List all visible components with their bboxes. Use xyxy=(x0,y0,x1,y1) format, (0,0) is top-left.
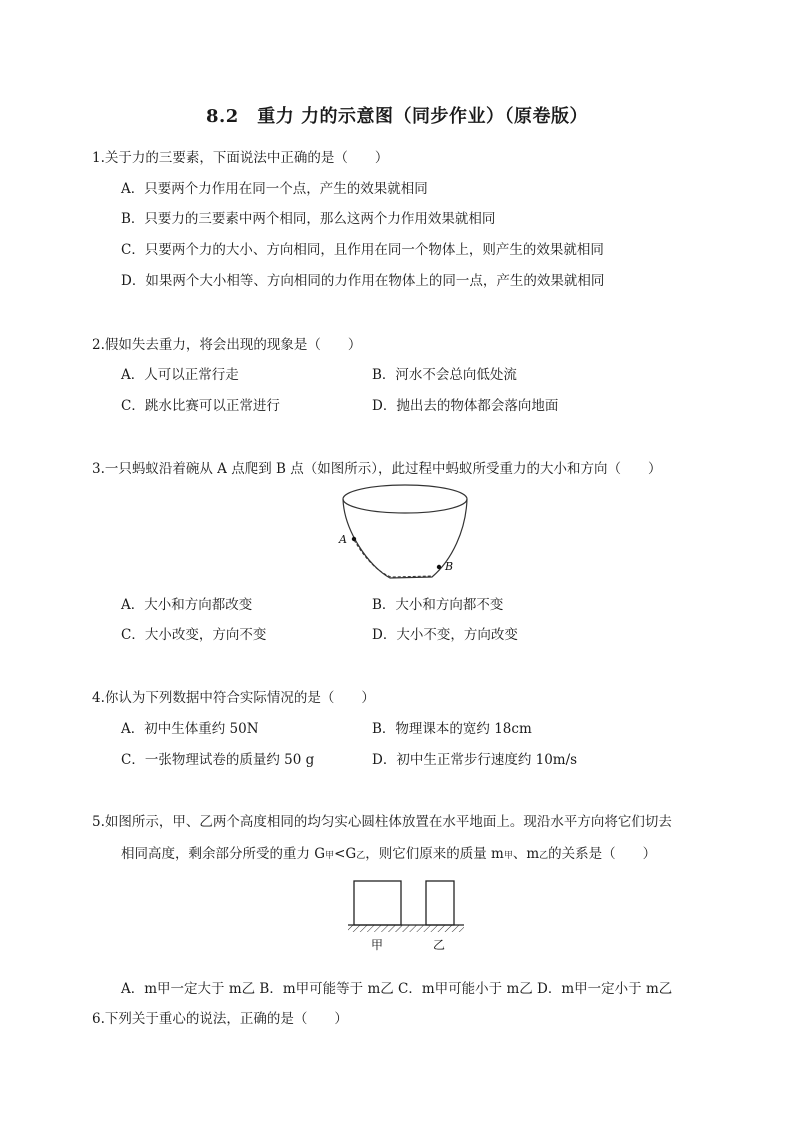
question-1-option-d: D．如果两个大小相等、方向相同的力作用在物体上的同一点，产生的效果就相同 xyxy=(121,273,605,289)
label-yi: 乙 xyxy=(433,938,446,952)
point-b-label: B xyxy=(445,560,454,573)
question-2-option-a: A．人可以正常行走 xyxy=(121,367,239,383)
question-3-option-c: C．大小改变，方向不变 xyxy=(121,627,267,643)
question-3-option-a: A．大小和方向都改变 xyxy=(121,597,253,613)
question-2-stem: 2.假如失去重力，将会出现的现象是（ ） xyxy=(92,337,362,353)
question-5-line-2 xyxy=(121,842,656,862)
ground-hatch xyxy=(348,925,464,932)
subscript-yi: 乙 xyxy=(356,851,366,861)
question-5-line-2-part-c: 的关系是（ ） xyxy=(548,846,657,862)
question-2-option-d: D．抛出去的物体都会落向地面 xyxy=(372,398,559,414)
cylinder-yi xyxy=(426,881,454,925)
question-3-option-d: D．大小不变，方向改变 xyxy=(372,627,518,643)
question-1-option-b: B．只要力的三要素中两个相同，那么这两个力作用效果就相同 xyxy=(121,211,496,227)
question-6-stem: 6.下列关于重心的说法，正确的是（ ） xyxy=(92,1011,348,1027)
mass-comma: 、m xyxy=(512,846,540,862)
question-5-options: A．m甲一定大于 m乙 B．m甲可能等于 m乙 C．m甲可能小于 m乙 D．m甲一定小于 m乙 xyxy=(121,981,673,997)
cylinder-jia xyxy=(354,881,401,925)
point-a-label: A xyxy=(339,533,347,546)
label-jia: 甲 xyxy=(371,938,384,952)
question-4-stem: 4.你认为下列数据中符合实际情况的是（ ） xyxy=(92,690,375,706)
ant-path xyxy=(354,540,433,577)
question-1-option-c: C．只要两个力的大小、方向相同，且作用在同一个物体上，则产生的效果就相同 xyxy=(121,242,604,258)
question-5-line-1: 5.如图所示，甲、乙两个高度相同的均匀实心圆柱体放置在水平地面上。现沿水平方向将它们切去 xyxy=(92,814,672,830)
question-4-option-b: B．物理课本的宽约 18cm xyxy=(372,721,532,737)
bowl-rim xyxy=(343,485,467,513)
question-5-line-2-part-b: ，则它们原来的质量 m xyxy=(365,846,504,862)
question-4-option-c: C．一张物理试卷的质量约 50 g xyxy=(121,752,315,768)
subscript-jia: 甲 xyxy=(325,851,335,861)
question-3-stem: 3.一只蚂蚁沿着碗从 A 点爬到 B 点（如图所示），此过程中蚂蚁所受重力的大小和方向（ ） xyxy=(92,461,662,477)
question-2-option-b: B．河水不会总向低处流 xyxy=(372,367,517,383)
subscript-jia-2: 甲 xyxy=(503,851,513,861)
point-b-dot xyxy=(437,565,441,569)
bowl-figure xyxy=(328,478,480,582)
question-1-option-a: A．只要两个力作用在同一个点，产生的效果就相同 xyxy=(121,181,428,197)
page-title: 8.2 重力 力的示意图（同步作业）（原卷版） xyxy=(205,106,589,127)
point-a-dot xyxy=(352,537,356,541)
question-4-option-a: A．初中生体重约 50N xyxy=(121,721,259,737)
question-4-option-d: D．初中生正常步行速度约 10m/s xyxy=(372,752,578,768)
question-1-stem: 1.关于力的三要素，下面说法中正确的是（ ） xyxy=(92,150,389,166)
question-2-option-c: C．跳水比赛可以正常进行 xyxy=(121,398,280,414)
question-5-line-2-part-a: 相同高度，剩余部分所受的重力 G xyxy=(121,846,326,862)
cylinders-figure xyxy=(340,874,470,956)
less-than-g: <G xyxy=(334,846,357,862)
question-3-option-b: B．大小和方向都不变 xyxy=(372,597,504,613)
subscript-yi-2: 乙 xyxy=(539,851,549,861)
